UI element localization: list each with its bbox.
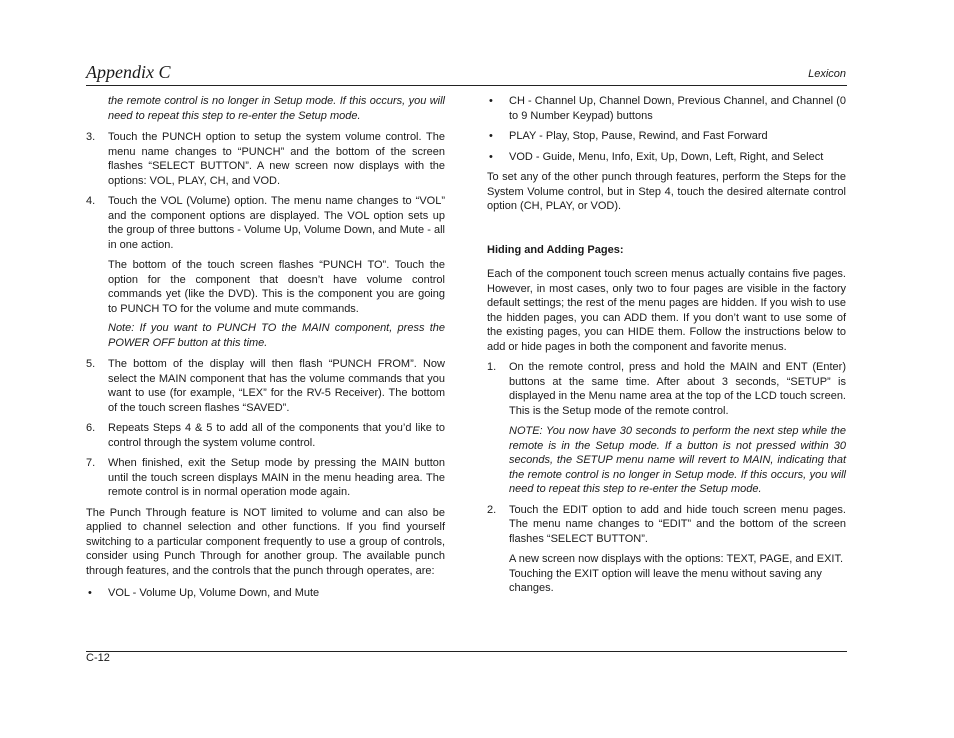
step-text: Repeats Steps 4 & 5 to add all of the components that you’d like to control through the system volume control. xyxy=(108,422,445,449)
step-text: Touch the VOL (Volume) option. The menu name changes to “VOL” and the component options are displayed. The VOL option sets up the group of three buttons - Volume Up, Volume Down, and Mute - all in one action. xyxy=(108,195,445,251)
step-3 xyxy=(86,130,445,188)
punch-through-paragraph: The Punch Through feature is NOT limited to volume and can also be applied to channel selection and other functions. If you find yourself switching to a particular component frequently to use a group of controls, consider using Punch Through for another group. The available punch through features, and the controls that the punch through operates, are: xyxy=(86,506,445,577)
other-punch-paragraph: To set any of the other punch through features, perform the Steps for the System Volume control, but in Step 4, touch the desired alternate control option (CH, PLAY, or VOD). xyxy=(487,171,846,212)
step-number: 4. xyxy=(86,195,96,207)
header-rule xyxy=(86,85,847,86)
bullet-item xyxy=(487,94,846,123)
bullet-text: VOL - Volume Up, Volume Down, and Mute xyxy=(108,587,320,599)
step-number: 6. xyxy=(86,422,96,434)
bullet-icon: • xyxy=(489,95,493,107)
bullet-item xyxy=(487,129,846,144)
step-6 xyxy=(86,421,445,450)
intro-paragraph: Each of the component touch screen menus actually contains five pages. However, in most cases, only two to four pages are visible in the factory default settings; the rest of the menu pages are hidden. If you wish to use the hidden pages, you can ADD them. If you don’t want to use some of the existing pages, you can HIDE them. Follow the instructions below to add or hide pages in both the component and favorite menus. xyxy=(487,268,846,353)
step-number: 5. xyxy=(86,358,96,370)
step-number: 3. xyxy=(86,131,96,143)
bullet-icon: • xyxy=(489,150,493,163)
step-text: Touch the PUNCH option to setup the system volume control. The menu name changes to “PUNCH” and the bottom of the screen flashes “SELECT BUTTON”. A new screen now displays with the options: VOL, PLAY, CH, and VOD. xyxy=(108,131,445,187)
step-7 xyxy=(86,456,445,500)
step-4 xyxy=(86,194,445,252)
step-4-note: Note: If you want to PUNCH TO the MAIN component, press the POWER OFF button at this time. xyxy=(108,322,445,349)
bullet-icon: • xyxy=(489,130,493,142)
step-text: When finished, exit the Setup mode by pressing the MAIN button until the touch screen displays MAIN in the menu heading area. The remote control is in normal operation mode again. xyxy=(108,457,445,498)
step-number: 2. xyxy=(487,503,497,516)
right-column xyxy=(487,94,846,596)
step-4-paragraph: The bottom of the touch screen flashes “PUNCH TO”. Touch the option for the component that doesn’t have volume control commands yet (like the DVD). This is the component you are going to PUNCH TO for the volume and mute commands. xyxy=(108,259,445,315)
step-text: Touch the EDIT option to add and hide touch screen menu pages. The menu name changes to “EDIT” and the bottom of the screen flashes “SELECT BUTTON”. xyxy=(509,503,846,545)
page-number: C-12 xyxy=(86,652,110,664)
bullet-item xyxy=(86,586,445,601)
step-1 xyxy=(487,360,846,418)
bullet-text: CH - Channel Up, Channel Down, Previous Channel, and Channel (0 to 9 Number Keypad) buttons xyxy=(509,95,846,122)
left-column xyxy=(86,94,445,601)
note-continued: the remote control is no longer in Setup mode. If this occurs, you will need to repeat this step to re-enter the Setup mode. xyxy=(108,95,445,122)
step-5 xyxy=(86,357,445,415)
page-title: Appendix C xyxy=(86,62,171,82)
bullet-text: VOD - Guide, Menu, Info, Exit, Up, Down, Left, Right, and Select xyxy=(509,150,824,163)
step-text: On the remote control, press and hold the MAIN and ENT (Enter) buttons at the same time. After about 3 seconds, “SETUP” is displayed in the Menu name area at the top of the LCD touch screen. This is the Setup mode of the remote control. xyxy=(509,361,846,417)
step-2-paragraph: A new screen now displays with the options: TEXT, PAGE, and EXIT. Touching the EXIT option will leave the menu without saving any changes. xyxy=(509,553,844,594)
step-2 xyxy=(487,503,846,547)
footer-rule xyxy=(86,651,847,652)
step-number: 7. xyxy=(86,457,96,469)
bullet-item xyxy=(487,150,846,165)
section-heading: Hiding and Adding Pages: xyxy=(487,243,624,256)
bullet-icon: • xyxy=(88,587,92,599)
brand-name: Lexicon xyxy=(808,68,846,80)
step-number: 1. xyxy=(487,361,497,373)
step-text: The bottom of the display will then flash “PUNCH FROM”. Now select the MAIN component that has the volume commands that you want to use (for example, “LEX” for the RV-5 Receiver). The bottom of the touch screen flashes “SAVED”. xyxy=(108,358,445,414)
step-1-note: NOTE: You now have 30 seconds to perform the next step while the remote is in the Setup mode. If a button is not pressed within 30 seconds, the SETUP menu name will revert to MAIN, indicating that the remote control is no longer in Setup mode. If this occurs, you will need to repeat this step to re-enter the Setup mode. xyxy=(509,425,846,495)
bullet-text: PLAY - Play, Stop, Pause, Rewind, and Fast Forward xyxy=(509,130,768,142)
